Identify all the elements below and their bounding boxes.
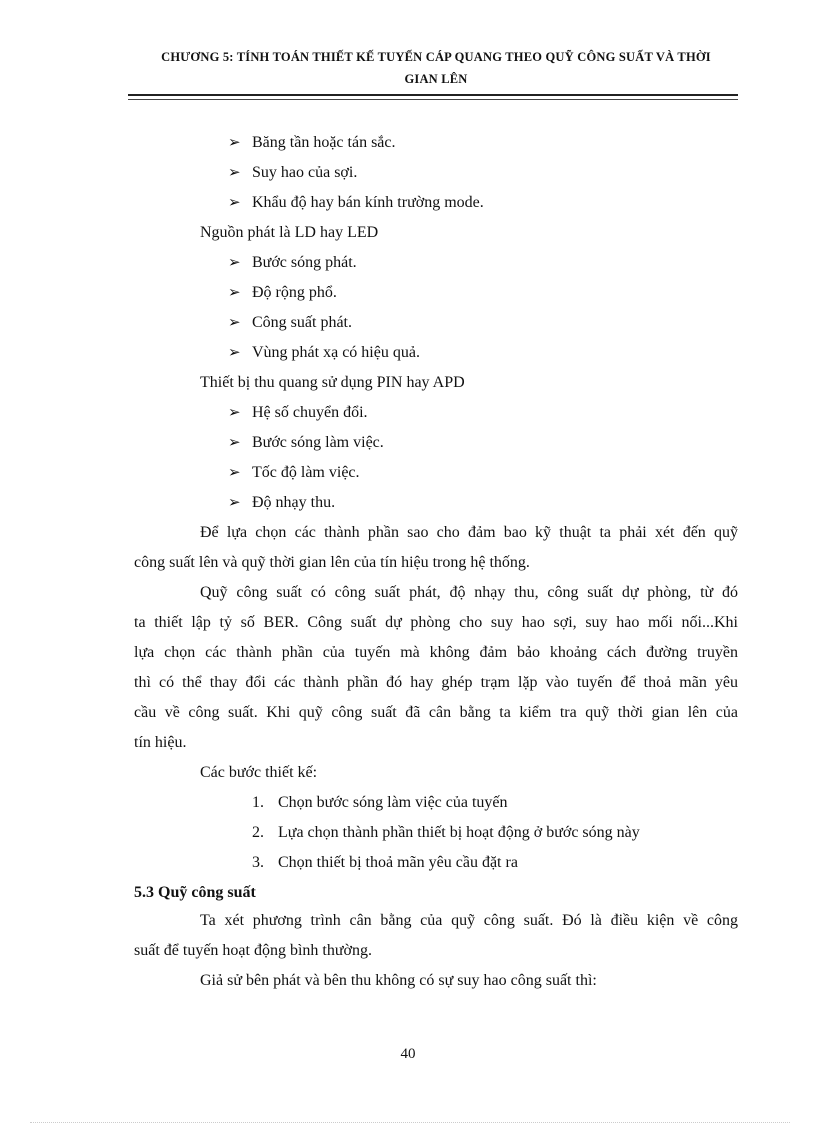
paragraph-line: ta thiết lập tỷ số BER. Công suất dự phòng cho suy hao sợi, suy hao mối nối...Khi xyxy=(134,614,738,631)
arrow-bullet-icon: ➢ xyxy=(228,435,241,451)
bullet-item: ➢ Độ rộng phổ. xyxy=(228,284,337,301)
arrow-bullet-icon: ➢ xyxy=(228,285,241,301)
step-item: 3. Chọn thiết bị thoả mãn yêu cầu đặt ra xyxy=(252,854,518,871)
bullet-item: ➢ Hệ số chuyển đổi. xyxy=(228,404,368,421)
bullet-item: ➢ Suy hao của sợi. xyxy=(228,164,358,181)
arrow-bullet-icon: ➢ xyxy=(228,135,241,151)
arrow-bullet-icon: ➢ xyxy=(228,465,241,481)
paragraph-line: công suất lên và quỹ thời gian lên của tín hiệu trong hệ thống. xyxy=(134,554,530,571)
paragraph-line: Ta xét phương trình cân bằng của quỹ công suất. Đó là điều kiện về công xyxy=(200,912,738,929)
bullet-item: ➢ Vùng phát xạ có hiệu quả. xyxy=(228,344,420,361)
arrow-bullet-icon: ➢ xyxy=(228,195,241,211)
arrow-bullet-icon: ➢ xyxy=(228,495,241,511)
chapter-header xyxy=(134,46,738,90)
paragraph-line: lựa chọn các thành phần của tuyến mà không đảm bảo khoảng cách đường truyền xyxy=(134,644,738,661)
paragraph-line: Quỹ công suất có công suất phát, độ nhạy thu, công suất dự phòng, từ đó xyxy=(200,584,738,601)
header-rule-thick xyxy=(128,94,738,96)
paragraph-line: suất để tuyến hoạt động bình thường. xyxy=(134,942,372,959)
source-title: Nguồn phát là LD hay LED xyxy=(200,224,379,241)
section-heading: 5.3 Quỹ công suất xyxy=(134,884,256,901)
paragraph-line: thì có thể thay đổi các thành phần đó hay ghép trạm lặp vào tuyến để thoả mãn yêu xyxy=(134,674,738,691)
paragraph-line: tín hiệu. xyxy=(134,734,187,751)
paragraph-line: Giả sử bên phát và bên thu không có sự suy hao công suất thì: xyxy=(200,972,597,989)
arrow-bullet-icon: ➢ xyxy=(228,405,241,421)
bullet-item: ➢ Tốc độ làm việc. xyxy=(228,464,360,481)
steps-title: Các bước thiết kế: xyxy=(200,764,318,781)
arrow-bullet-icon: ➢ xyxy=(228,345,241,361)
bullet-item: ➢ Khẩu độ hay bán kính trường mode. xyxy=(228,194,484,211)
receiver-title: Thiết bị thu quang sử dụng PIN hay APD xyxy=(200,374,465,391)
paragraph-line: Để lựa chọn các thành phần sao cho đảm bao kỹ thuật ta phải xét đến quỹ xyxy=(200,524,738,541)
header-rule-thin xyxy=(128,99,738,100)
page-number: 40 xyxy=(400,1046,416,1062)
chapter-header-line1: CHƯƠNG 5: TÍNH TOÁN THIẾT KẾ TUYẾN CÁP QUANG THEO QUỸ CÔNG SUẤT VÀ THỜI xyxy=(161,50,711,64)
bullet-item: ➢ Bước sóng phát. xyxy=(228,254,357,271)
step-item: 1. Chọn bước sóng làm việc của tuyến xyxy=(252,794,508,811)
chapter-header-line2: GIAN LÊN xyxy=(404,72,468,86)
step-item: 2. Lựa chọn thành phần thiết bị hoạt động ở bước sóng này xyxy=(252,824,640,841)
arrow-bullet-icon: ➢ xyxy=(228,165,241,181)
bullet-item: ➢ Băng tần hoặc tán sắc. xyxy=(228,134,396,151)
paragraph-line: cầu về công suất. Khi quỹ công suất đã cân bằng ta kiểm tra quỹ thời gian lên của xyxy=(134,704,738,721)
arrow-bullet-icon: ➢ xyxy=(228,315,241,331)
bullet-item: ➢ Bước sóng làm việc. xyxy=(228,434,384,451)
arrow-bullet-icon: ➢ xyxy=(228,255,241,271)
bullet-item: ➢ Độ nhạy thu. xyxy=(228,494,336,511)
bullet-item: ➢ Công suất phát. xyxy=(228,314,352,331)
